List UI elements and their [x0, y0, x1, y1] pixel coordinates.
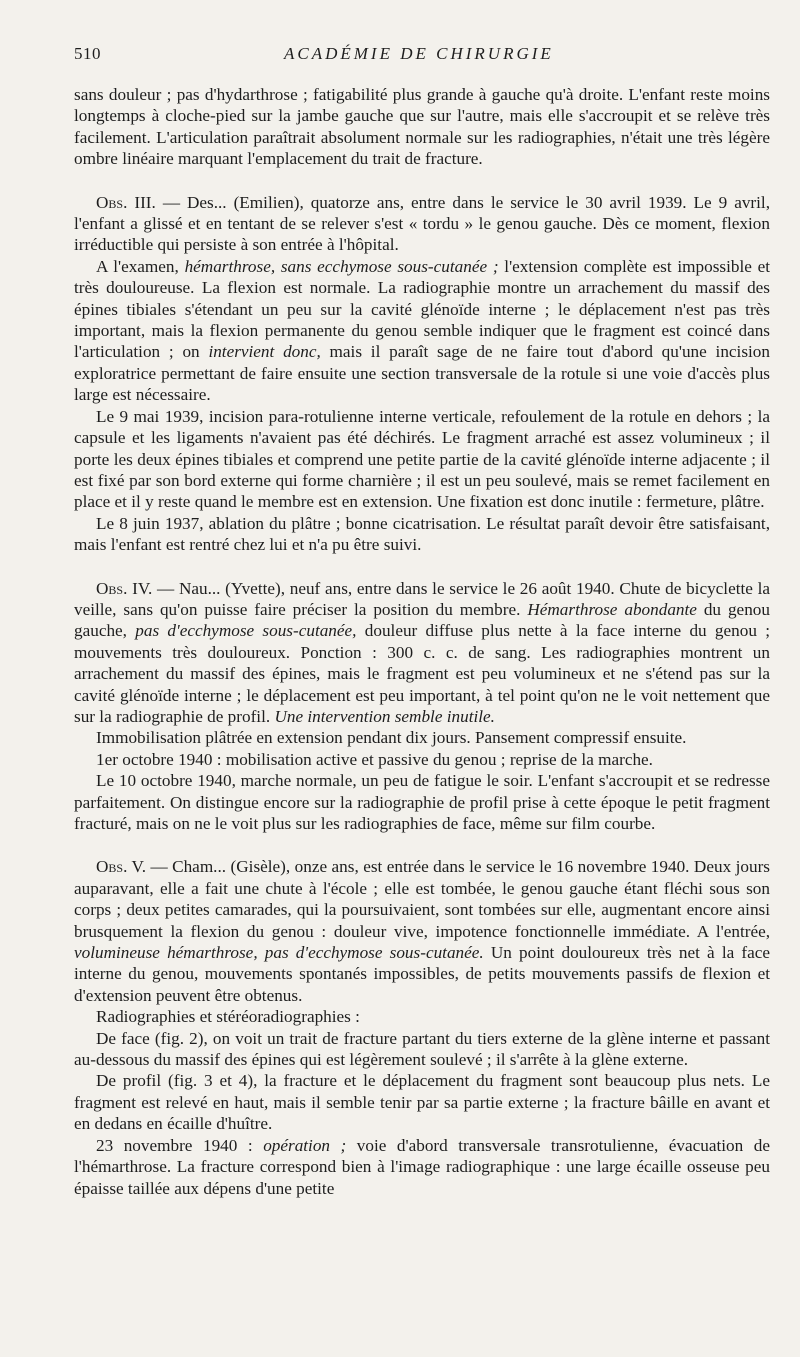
text-segment: voie d'abord transversale transrotulienne, évacuation de l'hémarthrose. La fracture correspond bien à l'image radiographique : une large écaille osseuse peu épaisse taillée aux dépens d'une petite [74, 1135, 770, 1198]
observation-paragraph [74, 192, 770, 256]
observation-paragraph [74, 578, 770, 728]
text-segment: De profil (fig. 3 et 4), la fracture et le déplacement du fragment sont beaucoup plus nets. Le fragment est relevé en haut, mais il semble tenir par sa partie externe ; la fracture bâille en avant et en dedans en écaille d'huître. [74, 1071, 770, 1134]
text-segment: Immobilisation plâtrée en extension pendant dix jours. Pansement compressif ensuite. [96, 728, 687, 748]
text-segment: opération ; [263, 1135, 347, 1155]
text-segment: Le 9 mai 1939, incision para-rotulienne interne verticale, refoulement de la rotule en dehors ; la capsule et les ligaments n'avaient pas été déchirés. Le fragment arraché est assez volumineux ; il porte les deux épines tibiales et comprend une petite partie de la cavité glénoïde interne adjacente ; il est fixé par son bord externe qui forme charnière ; il est un peu soulevé, mais se remet facilement en place et il y reste quand le membre est en extension. Une fixation est donc inutile : fermeture, plâtre. [74, 406, 770, 512]
text-segment: volumineuse hémarthrose, pas d'ecchymose sous-cutanée. [74, 943, 484, 963]
paragraph [74, 406, 770, 513]
body-text [74, 84, 770, 1199]
text-segment: hémarthrose, sans ecchymose sous-cutanée ; [184, 256, 499, 276]
text-segment: Le 10 octobre 1940, marche normale, un peu de fatigue le soir. L'enfant s'accroupit et se redresse parfaitement. On distingue encore sur la radiographie de profil prise à cette époque le petit fragment fracturé, mais on ne le voit plus sur les radiographies de face, même sur film courbe. [74, 771, 770, 833]
paragraph [74, 727, 770, 748]
paragraph [74, 770, 770, 834]
paragraph [74, 1028, 770, 1071]
text-segment: l'extension complète est impossible et très douloureuse. La flexion est normale. La radiographie montre un arrachement du massif des épines tibiales s'étendant un peu sur la cavité glénoïde interne ; le déplacement n'est pas très important, mais la flexion permanente du genou semble indiquer que le fragment est coincé dans l'articulation ; on [74, 256, 771, 362]
running-title: ACADÉMIE DE CHIRURGIE [284, 44, 554, 63]
paragraph [74, 513, 770, 556]
paragraph [74, 1070, 770, 1134]
page-number: 510 [74, 44, 101, 63]
page-header [74, 44, 770, 84]
text-segment: pas d'ecchymose sous-cutanée, [135, 621, 357, 641]
text-segment: Le 8 juin 1937, ablation du plâtre ; bonne cicatrisation. Le résultat paraît devoir être satisfaisant, mais l'enfant est rentré chez lui et n'a pu être suivi. [74, 513, 770, 555]
text-segment: Obs. III. [96, 192, 156, 212]
text-segment: du genou gauche, [74, 599, 770, 641]
paragraph [74, 256, 770, 406]
text-segment: mais il paraît sage de ne faire tout d'abord qu'une incision exploratrice permettant de faire ensuite une section transversale de la rotule si une voie d'accès plus large est nécessaire. [74, 342, 770, 405]
text-segment: Un point douloureux très net à la face interne du genou, mouvements spontanés impossibles, de petits mouvements passifs de flexion et d'extension peuvent être obtenus. [74, 943, 771, 1005]
text-segment: Une intervention semble inutile. [274, 706, 495, 726]
text-segment: 23 novembre 1940 : [96, 1135, 264, 1155]
text-segment: Obs. V. [96, 857, 147, 877]
paragraph [74, 1135, 770, 1199]
text-segment: A l'examen, [96, 256, 185, 276]
text-segment: sans douleur ; pas d'hydarthrose ; fatigabilité plus grande à gauche qu'à droite. L'enfant reste moins longtemps à cloche-pied sur la jambe gauche que sur l'autre, mais elle s'accroupit et se relève très facilement. L'articulation paraîtrait absolument normale sur les radiographies, n'était une très légère ombre linéaire marquant l'emplacement du trait de fracture. [74, 85, 770, 169]
text-segment: — Cham... (Gisèle), onze ans, est entrée dans le service le 16 novembre 1940. Deux jours auparavant, elle a fait une chute à l'école ; elle est tombée, le genou gauche étant fléchi sous son corps ; deux petites camarades, qui la poursuivaient, sont tombées sur elle, augmentant encore ainsi brusquement la flexion du genou : douleur vive, impotence fonctionnelle immédiate. A l'entrée, [74, 857, 770, 941]
paragraph [74, 1006, 770, 1027]
text-segment: De face (fig. 2), on voit un trait de fracture partant du tiers externe de la glène interne et passant au-dessous du massif des épines qui est légèrement soulevé ; il s'arrête à la glène externe. [74, 1028, 770, 1070]
text-segment: Hémarthrose abondante [527, 599, 697, 619]
text-segment: 1er octobre 1940 : mobilisation active et passive du genou ; reprise de la marche. [96, 749, 653, 769]
text-segment: — Des... (Emilien), quatorze ans, entre dans le service le 30 avril 1939. Le 9 avril, l'enfant a glissé et en tentant de se relever s'est « tordu » le genou gauche. Dès ce moment, flexion irréductible qui persiste à son entrée à l'hôpital. [74, 192, 771, 255]
paragraph [74, 84, 770, 170]
text-segment: Radiographies et stéréoradiographies : [96, 1007, 360, 1027]
text-segment: douleur diffuse plus nette à la face interne du genou ; mouvements très douloureux. Ponction : 300 c. c. de sang. Les radiographies montrent un arrachement du massif des épines, mais le fragment est peu volumineux et ne s'étend pas sur la cavité glénoïde interne ; le déplacement est peu important, à tel point qu'on ne le voit nettement que sur la radiographie de profil. [74, 621, 770, 726]
text-segment: intervient donc, [208, 342, 321, 362]
observation-paragraph [74, 856, 770, 1006]
text-segment: — Nau... (Yvette), neuf ans, entre dans le service le 26 août 1940. Chute de bicyclette la veille, sans qu'on puisse faire préciser la position du membre. [74, 578, 771, 619]
paragraph [74, 749, 770, 770]
text-segment: Obs. IV. [96, 578, 153, 598]
